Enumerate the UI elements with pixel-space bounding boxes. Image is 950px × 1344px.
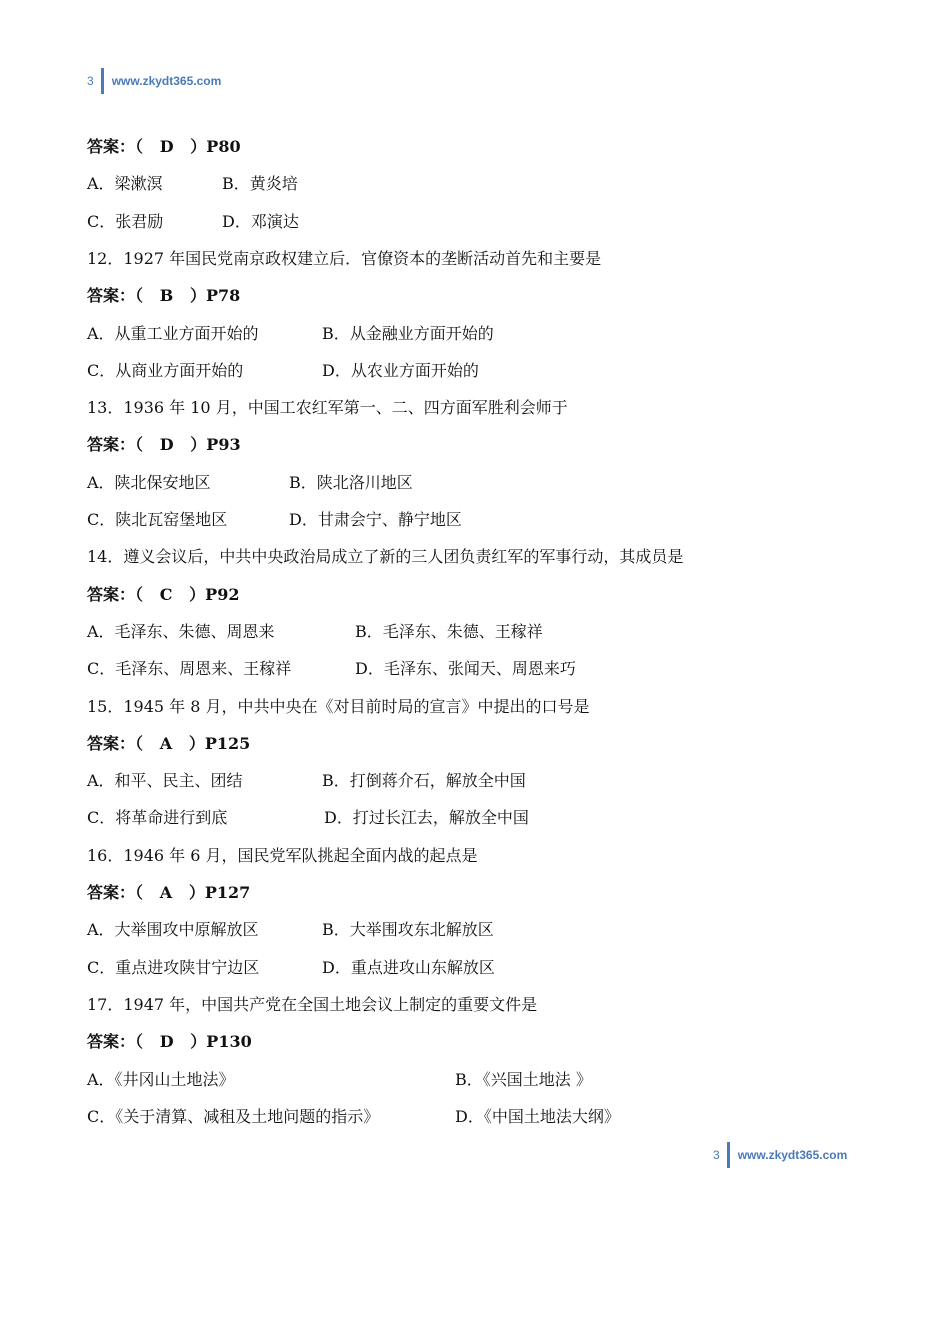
option-b: B．从金融业方面开始的 xyxy=(322,324,494,343)
question-text: 14．遵义会议后，中共中央政治局成立了新的三人团负责红军的军事行动，其成员是 xyxy=(87,547,684,566)
question-text: 15．1945 年 8 月，中共中央在《对目前时局的宣言》中提出的口号是 xyxy=(87,697,590,716)
page-footer xyxy=(713,1142,847,1168)
option-b: B．陕北洛川地区 xyxy=(289,473,413,492)
option-b: B．毛泽东、朱德、王稼祥 xyxy=(355,622,543,641)
answer-line: 答案：（ C ）P92 xyxy=(87,585,240,604)
answer-line: 答案：（ A ）P127 xyxy=(87,883,251,902)
answer-line: 答案：（ D ）P130 xyxy=(87,1032,252,1051)
header-page-number: 3 xyxy=(87,74,94,88)
option-a: C．将革命进行到底 xyxy=(87,808,228,827)
answer-line: 答案：（ B ）P78 xyxy=(87,286,241,305)
question-text: 17．1947 年，中国共产党在全国土地会议上制定的重要文件是 xyxy=(87,995,538,1014)
footer-page-number: 3 xyxy=(713,1148,720,1162)
option-b: D．甘肃会宁、静宁地区 xyxy=(289,510,462,529)
option-b: D．《中国土地法大纲》 xyxy=(455,1107,620,1126)
question-text: 13．1936 年 10 月，中国工农红军第一、二、四方面军胜利会师于 xyxy=(87,398,568,417)
option-b: B．打倒蒋介石，解放全中国 xyxy=(322,771,526,790)
option-a: C．从商业方面开始的 xyxy=(87,361,244,380)
option-b: D．从农业方面开始的 xyxy=(322,361,479,380)
option-b: D．打过长江去，解放全中国 xyxy=(324,808,529,827)
answer-line: 答案：（ A ）P125 xyxy=(87,734,251,753)
option-b: B．黄炎培 xyxy=(222,174,298,193)
option-a: A．陕北保安地区 xyxy=(87,473,211,492)
footer-divider xyxy=(727,1142,730,1168)
option-b: D．邓演达 xyxy=(222,212,299,231)
option-a: A．和平、民主、团结 xyxy=(87,771,243,790)
option-a: A．《井冈山土地法》 xyxy=(87,1070,235,1089)
option-a: C．重点进攻陕甘宁边区 xyxy=(87,958,260,977)
footer-url[interactable]: www.zkydt365.com xyxy=(737,1148,848,1162)
option-b: B．大举围攻东北解放区 xyxy=(322,920,494,939)
header-divider xyxy=(101,68,104,94)
option-a: C．毛泽东、周恩来、王稼祥 xyxy=(87,659,292,678)
option-a: A．毛泽东、朱德、周恩来 xyxy=(87,622,275,641)
option-a: C．张君励 xyxy=(87,212,164,231)
question-text: 12．1927 年国民党南京政权建立后．官僚资本的垄断活动首先和主要是 xyxy=(87,249,602,268)
option-a: C．《关于清算、减租及土地问题的指示》 xyxy=(87,1107,380,1126)
answer-line: 答案：（ D ）P80 xyxy=(87,137,241,156)
answer-line: 答案：（ D ）P93 xyxy=(87,435,241,454)
page-header xyxy=(87,68,221,94)
option-a: A．大举围攻中原解放区 xyxy=(87,920,259,939)
option-b: D．重点进攻山东解放区 xyxy=(322,958,495,977)
question-text: 16．1946 年 6 月，国民党军队挑起全面内战的起点是 xyxy=(87,846,478,865)
option-a: A．从重工业方面开始的 xyxy=(87,324,259,343)
option-a: A．梁漱溟 xyxy=(87,174,163,193)
option-a: C．陕北瓦窑堡地区 xyxy=(87,510,228,529)
option-b: B．《兴国土地法 》 xyxy=(455,1070,592,1089)
option-b: D．毛泽东、张闻天、周恩来巧 xyxy=(355,659,576,678)
header-url[interactable]: www.zkydt365.com xyxy=(111,74,222,88)
